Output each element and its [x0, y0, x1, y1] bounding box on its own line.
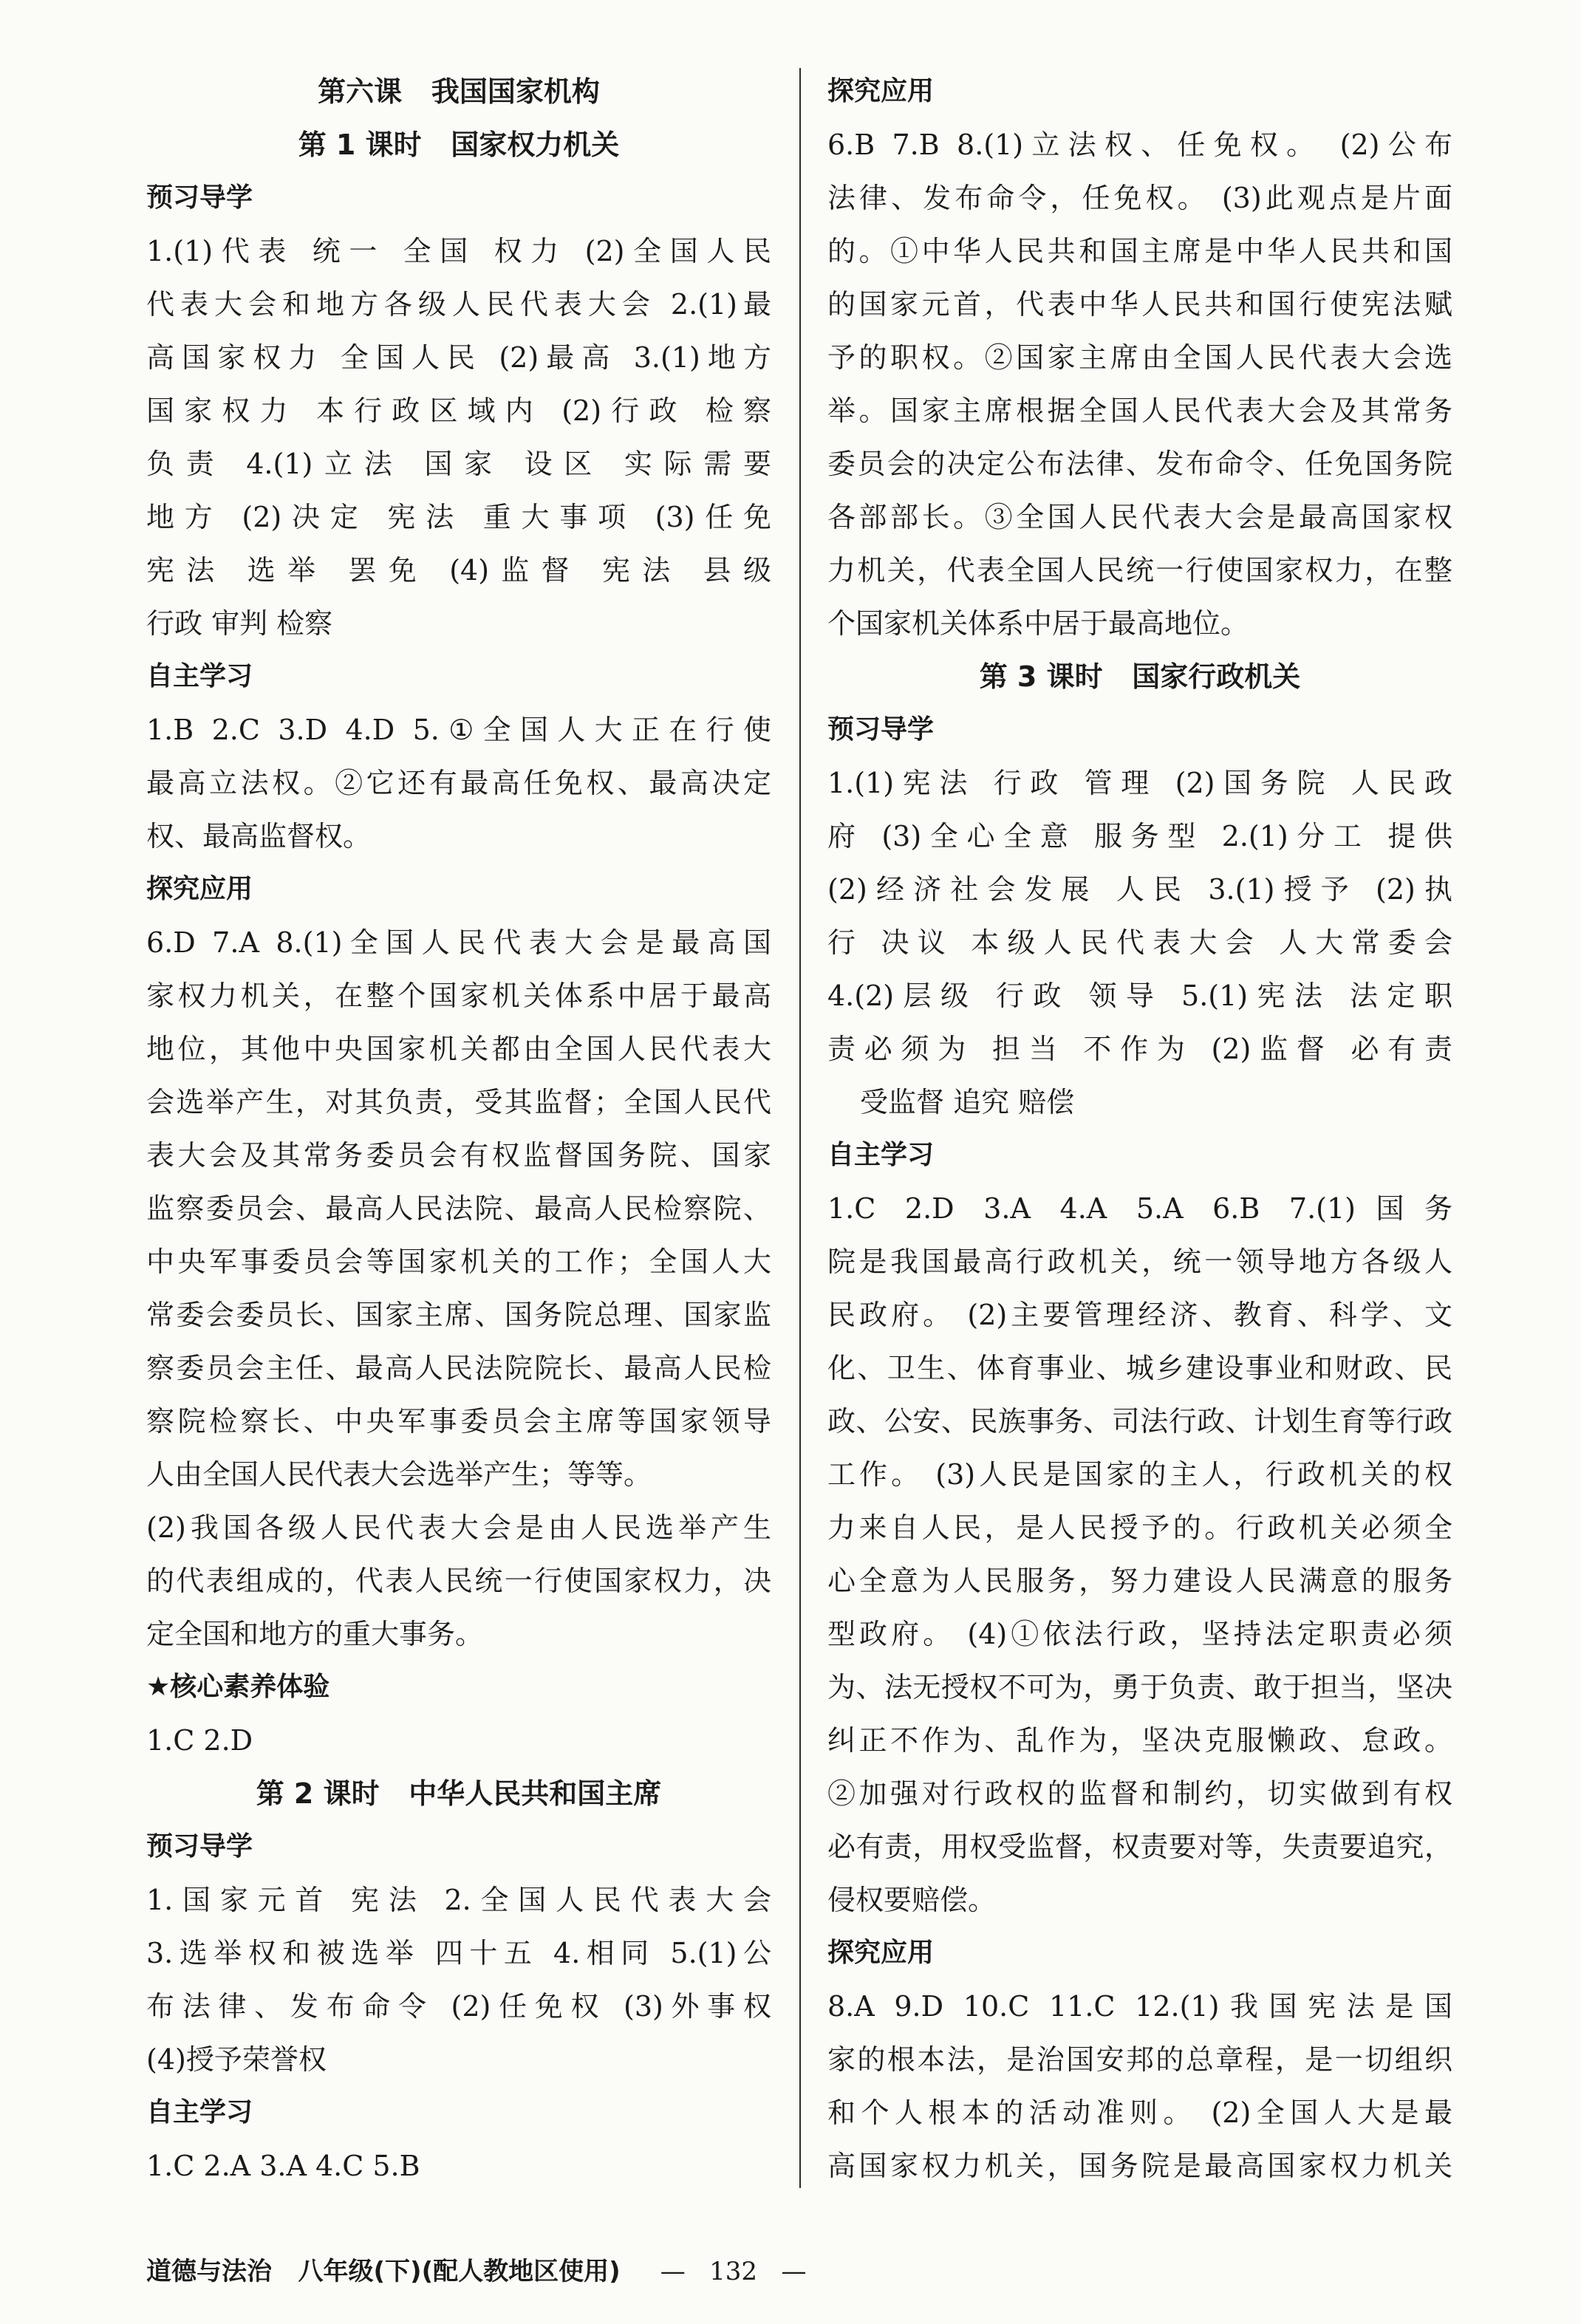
text-line: 1.C 2.A 3.A 4.C 5.B: [146, 2150, 420, 2182]
period-2-title: 第 2 课时 中华人民共和国主席: [256, 1777, 662, 1810]
text-line: 各部部长。③全国人民代表大会是最高国家权: [827, 501, 1452, 533]
section-heading: 自主学习: [146, 661, 253, 691]
text-line: 地方 (2)决定 宪法 重大事项 (3)任免: [146, 501, 771, 533]
section-heading: 预习导学: [146, 182, 253, 213]
text-line: 3.选举权和被选举 四十五 4.相同 5.(1)公: [146, 1937, 771, 1969]
text-line: 法律、发布命令，任免权。 (3)此观点是片面: [827, 182, 1452, 214]
text-line: 人由全国人民代表大会选举产生；等等。: [146, 1458, 652, 1491]
text-line: 必有责，用权受监督，权责要对等，失责要追究，: [827, 1831, 1452, 1863]
text-line: 心全意为人民服务，努力建设人民满意的服务: [827, 1565, 1452, 1597]
text-line: 的国家元首，代表中华人民共和国行使宪法赋: [827, 288, 1452, 321]
section-heading: 探究应用: [146, 874, 253, 904]
section-heading: 探究应用: [827, 1938, 935, 1968]
text-line: 6.B 7.B 8.(1)立法权、任免权。 (2)公布: [827, 129, 1452, 161]
text-line: ②加强对行政权的监督和制约，切实做到有权: [827, 1777, 1452, 1810]
text-line: 1.国家元首 宪法 2.全国人民代表大会: [146, 1884, 771, 1916]
text-line: 院是我国最高行政机关，统一领导地方各级人: [827, 1245, 1452, 1278]
text-line: 侵权要赔偿。: [827, 1884, 997, 1916]
text-line: 型政府。 (4)①依法行政，坚持法定职责必须: [827, 1618, 1452, 1650]
text-line: 力来自人民，是人民授予的。行政机关必须全: [827, 1511, 1452, 1544]
text-line: 和个人根本的活动准则。 (2)全国人大是最: [827, 2096, 1452, 2129]
text-line: 察院检察长、中央军事委员会主席等国家领导: [146, 1405, 771, 1438]
text-line: 6.D 7.A 8.(1)全国人民代表大会是最高国: [146, 926, 771, 959]
text-line: 国家权力 本行政区域内 (2)行政 检察: [146, 394, 771, 427]
text-line: 定全国和地方的重大事务。: [146, 1618, 484, 1650]
text-line: (2)我国各级人民代表大会是由人民选举产生: [146, 1511, 771, 1544]
text-line: 家权力机关，在整个国家机关体系中居于最高: [146, 980, 771, 1012]
text-line: 家的根本法，是治国安邦的总章程，是一切组织: [827, 2043, 1452, 2076]
text-line: 1.C 2.D 3.A 4.A 5.A 6.B 7.(1)国务: [827, 1192, 1452, 1225]
section-heading: 预习导学: [827, 714, 935, 745]
right-column: [827, 65, 1452, 2193]
text-line: 高国家权力 全国人民 (2)最高 3.(1)地方: [146, 341, 771, 374]
text-line: 举。国家主席根据全国人民代表大会及其常务: [827, 394, 1452, 427]
text-line: 个国家机关体系中居于最高地位。: [827, 607, 1249, 640]
text-line: 的。①中华人民共和国主席是中华人民共和国: [827, 235, 1452, 267]
page-footer: [146, 2253, 1452, 2290]
text-line: 行 决议 本级人民代表大会 人大常委会: [827, 926, 1452, 959]
text-line: 受监督 追究 赔偿: [860, 1086, 1075, 1118]
text-line: 8.A 9.D 10.C 11.C 12.(1)我国宪法是国: [827, 1990, 1452, 2023]
text-line: 府 (3)全心全意 服务型 2.(1)分工 提供: [827, 820, 1452, 852]
text-line: (2)经济社会发展 人民 3.(1)授予 (2)执: [827, 873, 1452, 906]
text-line: 宪法 选举 罢免 (4)监督 宪法 县级: [146, 554, 771, 587]
column-divider: [799, 68, 801, 2188]
lesson-title: 第六课 我国国家机构: [318, 75, 600, 108]
text-line: 1.(1)宪法 行政 管理 (2)国务院 人民政: [827, 767, 1452, 799]
text-line: 监察委员会、最高人民法院、最高人民检察院、: [146, 1192, 771, 1225]
text-line: 1.B 2.C 3.D 4.D 5.①全国人大正在行使: [146, 714, 771, 746]
text-line: 布法律、发布命令 (2)任免权 (3)外事权: [146, 1990, 771, 2023]
section-heading: ★核心素养体验: [146, 1672, 330, 1702]
text-line: 政、公安、民族事务、司法行政、计划生育等行政: [827, 1405, 1452, 1438]
text-line: (4)授予荣誉权: [146, 2043, 327, 2076]
text-line: 地位，其他中央国家机关都由全国人民代表大: [146, 1033, 771, 1065]
text-line: 力机关，代表全国人民统一行使国家权力，在整: [827, 554, 1452, 587]
text-line: 予的职权。②国家主席由全国人民代表大会选: [827, 341, 1452, 374]
page-number: — 132 —: [660, 2257, 807, 2286]
section-heading: 预习导学: [146, 1831, 253, 1862]
text-line: 的代表组成的，代表人民统一行使国家权力，决: [146, 1565, 771, 1597]
footer-subject: 道德与法治 八年级(下)(配人教地区使用): [146, 2257, 621, 2286]
text-line: 负责 4.(1)立法 国家 设区 实际需要: [146, 448, 771, 480]
text-line: 中央军事委员会等国家机关的工作；全国人大: [146, 1245, 771, 1278]
text-line: 化、卫生、体育事业、城乡建设事业和财政、民: [827, 1352, 1452, 1384]
section-heading: 探究应用: [827, 76, 935, 106]
section-heading: 自主学习: [827, 1140, 935, 1170]
text-line: 1.C 2.D: [146, 1724, 253, 1757]
text-line: 高国家权力机关，国务院是最高国家权力机关: [827, 2150, 1452, 2182]
text-line: 行政 审判 检察: [146, 607, 333, 640]
text-line: 工作。 (3)人民是国家的主人，行政机关的权: [827, 1458, 1452, 1491]
text-line: 会选举产生，对其负责，受其监督；全国人民代: [146, 1086, 771, 1118]
text-line: 权、最高监督权。: [146, 820, 372, 852]
text-line: 察委员会主任、最高人民法院院长、最高人民检: [146, 1352, 771, 1384]
period-1-title: 第 1 课时 国家权力机关: [298, 129, 620, 161]
text-line: 1.(1)代表 统一 全国 权力 (2)全国人民: [146, 235, 771, 267]
text-line: 代表大会和地方各级人民代表大会 2.(1)最: [146, 288, 771, 321]
period-3-title: 第 3 课时 国家行政机关: [979, 660, 1301, 693]
section-heading: 自主学习: [146, 2097, 253, 2128]
text-line: 为、法无授权不可为，勇于负责、敢于担当，坚决: [827, 1671, 1452, 1703]
text-line: 委员会的决定公布法律、发布命令、任免国务院: [827, 448, 1452, 480]
text-line: 表大会及其常务委员会有权监督国务院、国家: [146, 1139, 771, 1172]
text-line: 最高立法权。②它还有最高任免权、最高决定: [146, 767, 771, 799]
text-line: 常委会委员长、国家主席、国务院总理、国家监: [146, 1299, 771, 1331]
text-line: 纠正不作为、乱作为，坚决克服懒政、怠政。: [827, 1724, 1452, 1757]
text-line: 民政府。 (2)主要管理经济、教育、科学、文: [827, 1299, 1452, 1331]
text-line: 责必须为 担当 不作为 (2)监督 必有责: [827, 1033, 1452, 1065]
left-column: [146, 65, 771, 2193]
text-line: 4.(2)层级 行政 领导 5.(1)宪法 法定职: [827, 980, 1452, 1012]
